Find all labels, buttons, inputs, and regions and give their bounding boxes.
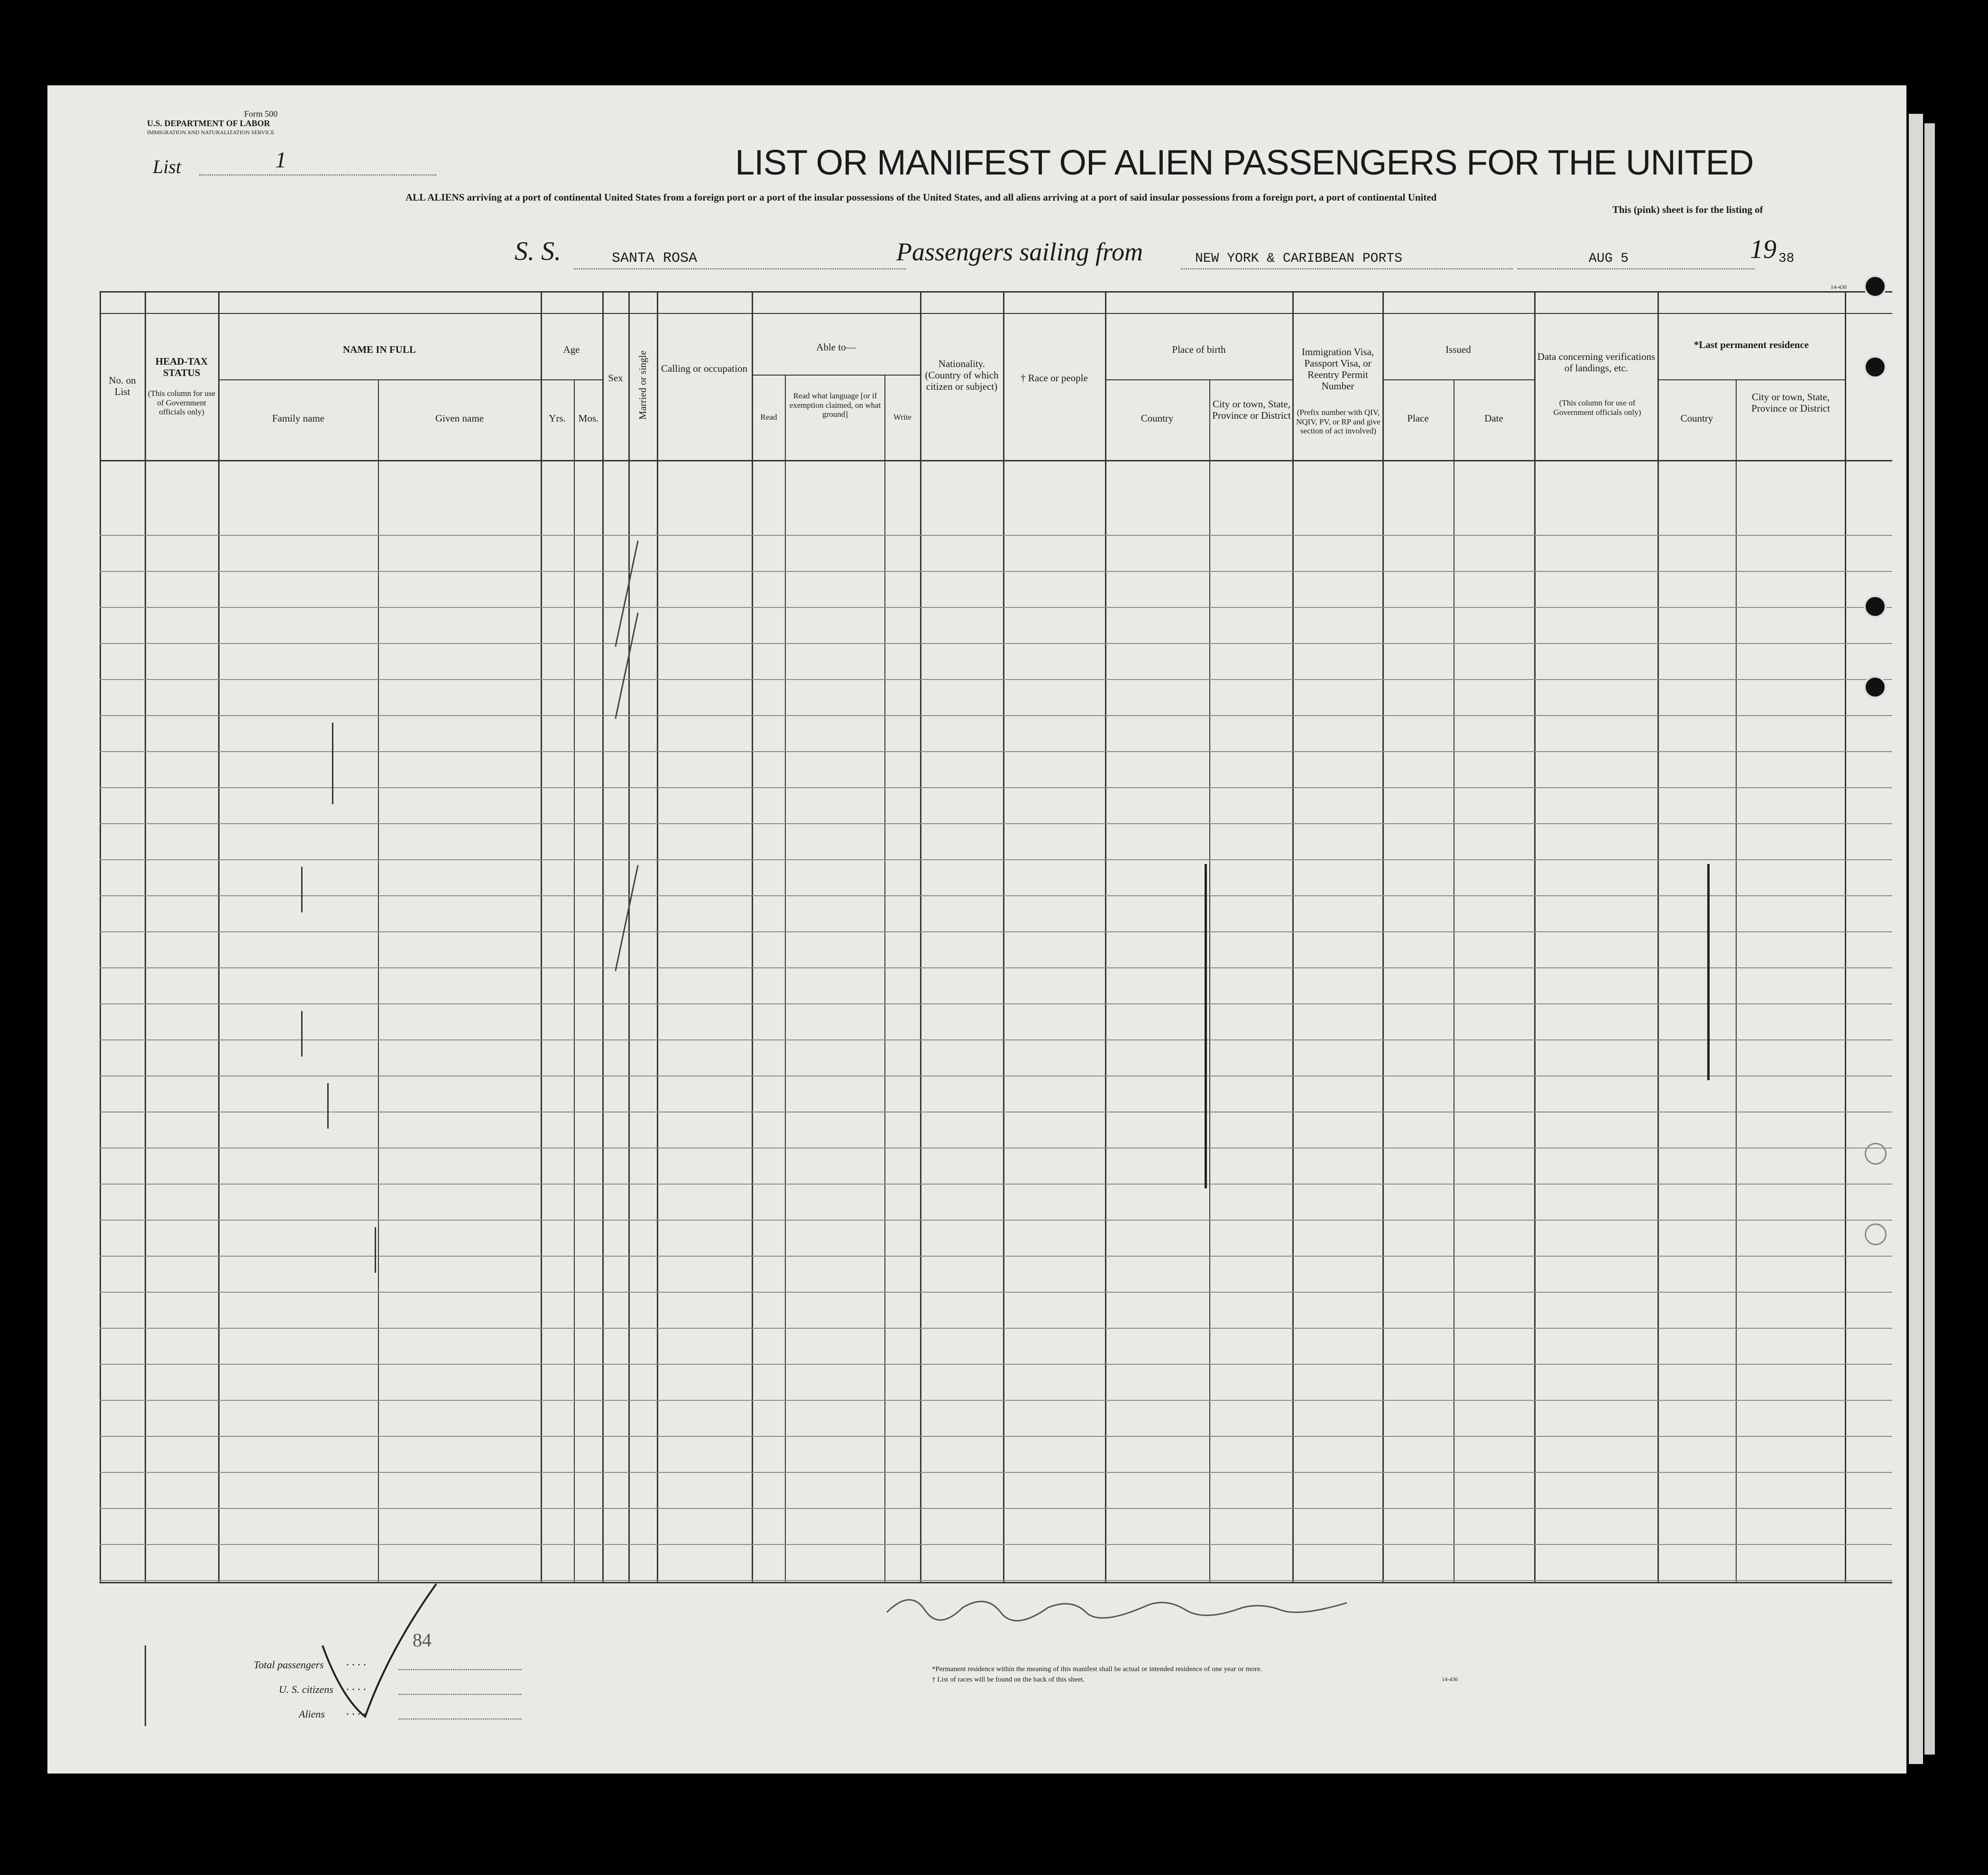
header-bottom-border bbox=[100, 460, 1892, 461]
col-divider bbox=[1534, 291, 1536, 1582]
manifest-subtitle: ALL ALIENS arriving at a port of continental United States from a foreign port or a port of the insular possessions of the United States, and all aliens arriving at a port of said insular possessions from a foreign port, a port of continental United bbox=[405, 192, 1437, 203]
form-code: 14-430 bbox=[1831, 284, 1847, 290]
row-rule bbox=[100, 1184, 1892, 1185]
header-nationality: Nationality. (Country of which citizen or subject) bbox=[925, 358, 999, 393]
header-sex: Sex bbox=[608, 372, 623, 384]
total-passengers-line bbox=[398, 1669, 522, 1670]
service: IMMIGRATION AND NATURALIZATION SERVICE bbox=[147, 129, 275, 136]
name-subrule bbox=[218, 379, 541, 380]
col-divider bbox=[1845, 291, 1846, 1582]
header-no-on-list: No. on List bbox=[109, 375, 136, 398]
col-divider bbox=[378, 379, 379, 1582]
footnote-races: † List of races will be found on the back of this sheet. bbox=[932, 1676, 1085, 1683]
issued-subrule bbox=[1382, 379, 1534, 380]
row-rule bbox=[100, 1039, 1892, 1040]
header-birth-city: City or town, State, Province or District bbox=[1212, 398, 1291, 422]
row-rule bbox=[100, 859, 1892, 860]
row-rule bbox=[100, 1508, 1892, 1509]
row-rule bbox=[100, 715, 1892, 716]
paper-edge bbox=[1924, 123, 1935, 1755]
header-head-tax: HEAD-TAX STATUS bbox=[155, 356, 208, 379]
col-divider bbox=[657, 291, 658, 1582]
row-rule bbox=[100, 643, 1892, 644]
header-last-residence: *Last permanent residence bbox=[1693, 339, 1809, 350]
row-rule bbox=[100, 895, 1892, 896]
pencil-stroke bbox=[327, 1083, 329, 1129]
header-place-of-birth: Place of birth bbox=[1172, 344, 1226, 355]
col-number-rule bbox=[100, 313, 1892, 314]
row-rule bbox=[100, 1256, 1892, 1257]
col-divider bbox=[1382, 291, 1384, 1582]
punch-hole bbox=[1864, 676, 1887, 699]
row-rule bbox=[100, 1364, 1892, 1365]
header-given-name: Given name bbox=[435, 413, 484, 424]
page-number: 84 bbox=[413, 1629, 432, 1651]
col-divider bbox=[145, 291, 146, 1582]
col-divider bbox=[218, 291, 220, 1582]
header-yrs: Yrs. bbox=[549, 413, 566, 424]
punch-hole bbox=[1864, 275, 1887, 298]
manifest-date: AUG 5 bbox=[1589, 251, 1629, 266]
col-divider bbox=[602, 291, 604, 1582]
pencil-stroke bbox=[1205, 864, 1207, 1188]
ship-name: SANTA ROSA bbox=[612, 250, 698, 267]
pencil-stroke bbox=[615, 541, 638, 647]
header-calling: Calling or occupation bbox=[661, 363, 747, 374]
header-mos: Mos. bbox=[578, 413, 599, 424]
header-family-name: Family name bbox=[272, 413, 325, 424]
header-write: Write bbox=[893, 413, 912, 422]
row-rule bbox=[100, 751, 1892, 752]
ss-label: S. S. bbox=[515, 237, 561, 266]
department: U.S. DEPARTMENT OF LABOR bbox=[147, 119, 270, 128]
row-rule bbox=[100, 1003, 1892, 1004]
ship-underline bbox=[574, 268, 906, 269]
manifest-subtitle-2: This (pink) sheet is for the listing of bbox=[1612, 204, 1763, 215]
header-read: Read bbox=[760, 413, 777, 422]
total-passengers-label: Total passengers bbox=[254, 1659, 324, 1671]
header-married: Married or single bbox=[636, 350, 648, 420]
pencil-stroke bbox=[615, 865, 638, 971]
col-divider bbox=[785, 375, 786, 1582]
row-rule bbox=[100, 967, 1892, 968]
col-divider bbox=[1736, 379, 1737, 1582]
header-res-country: Country bbox=[1680, 413, 1713, 424]
list-value: 1 bbox=[275, 147, 286, 173]
col-divider bbox=[920, 291, 921, 1582]
col-divider bbox=[1657, 291, 1659, 1582]
residence-subrule bbox=[1657, 379, 1845, 380]
col-divider bbox=[574, 379, 575, 1582]
birth-subrule bbox=[1105, 379, 1292, 380]
pencil-stroke bbox=[1707, 864, 1710, 1080]
col-divider bbox=[100, 291, 101, 1582]
header-age: Age bbox=[563, 344, 580, 355]
pencil-stroke bbox=[332, 759, 333, 804]
list-label: List bbox=[153, 156, 182, 177]
sailing-from: NEW YORK & CARIBBEAN PORTS bbox=[1195, 251, 1402, 266]
header-race: † Race or people bbox=[1021, 372, 1088, 384]
table-top-border bbox=[100, 291, 1892, 293]
signature bbox=[882, 1584, 1356, 1627]
row-rule bbox=[100, 1328, 1892, 1329]
header-visa-note: (Prefix number with QIV, NQIV, PV, or RP and give section of act involved) bbox=[1296, 408, 1381, 436]
header-landings-note: (This column for use of Government officials only) bbox=[1553, 398, 1641, 417]
header-issued-date: Date bbox=[1484, 413, 1503, 424]
header-issued: Issued bbox=[1445, 344, 1471, 355]
header-read-lang: Read what language [or if exemption claimed, on what ground] bbox=[789, 391, 881, 419]
us-citizens-line bbox=[398, 1694, 522, 1695]
row-rule bbox=[100, 1472, 1892, 1473]
sailing-underline bbox=[1181, 268, 1513, 269]
dots: . . . . bbox=[346, 1656, 366, 1668]
header-name-in-full: NAME IN FULL bbox=[342, 344, 416, 355]
row-rule bbox=[100, 1292, 1892, 1293]
header-res-city: City or town, State, Province or District bbox=[1751, 391, 1830, 414]
col-divider bbox=[884, 375, 885, 1582]
row-rule bbox=[100, 679, 1892, 680]
dots: . . . . bbox=[346, 1681, 366, 1693]
pencil-stroke bbox=[375, 1227, 376, 1273]
year-suffix: 38 bbox=[1778, 251, 1795, 266]
row-rule bbox=[100, 1436, 1892, 1437]
header-landings: Data concerning verifications of landings, etc. bbox=[1537, 351, 1656, 374]
header-able-to: Able to— bbox=[816, 341, 856, 353]
age-subrule bbox=[541, 379, 602, 380]
header-visa: Immigration Visa, Passport Visa, or Reentry Permit Number bbox=[1301, 346, 1374, 392]
row-rule bbox=[100, 931, 1892, 932]
row-rule bbox=[100, 571, 1892, 572]
row-rule bbox=[100, 535, 1892, 536]
able-subrule bbox=[752, 375, 920, 376]
pencil-stroke bbox=[301, 867, 303, 912]
header-issued-place: Place bbox=[1407, 413, 1429, 424]
manifest-title: LIST OR MANIFEST OF ALIEN PASSENGERS FOR THE UNITED bbox=[735, 143, 1754, 182]
row-rule bbox=[100, 1400, 1892, 1401]
col-divider bbox=[1292, 291, 1294, 1582]
col-divider bbox=[1209, 379, 1210, 1582]
pencil-stroke bbox=[301, 1011, 303, 1057]
row-rule bbox=[100, 787, 1892, 788]
paper-edge bbox=[1909, 114, 1923, 1764]
aliens-label: Aliens bbox=[299, 1708, 325, 1720]
header-birth-country: Country bbox=[1141, 413, 1174, 424]
row-rule bbox=[100, 1220, 1892, 1221]
punch-hole-outline bbox=[1865, 1143, 1887, 1165]
footnote-residence: *Permanent residence within the meaning of this manifest shall be actual or intended residence of one year or more. bbox=[932, 1665, 1262, 1673]
margin-bracket bbox=[145, 1645, 146, 1726]
year-prefix: 19 bbox=[1750, 235, 1776, 264]
punch-hole bbox=[1864, 595, 1887, 618]
row-rule bbox=[100, 607, 1892, 608]
row-rule bbox=[100, 823, 1892, 824]
row-rule bbox=[100, 1075, 1892, 1076]
us-citizens-label: U. S. citizens bbox=[279, 1683, 333, 1695]
check-mark bbox=[313, 1579, 455, 1721]
sailing-label: Passengers sailing from bbox=[896, 238, 1143, 266]
dots: . . . . bbox=[346, 1705, 366, 1718]
date-underline bbox=[1518, 268, 1755, 269]
col-divider bbox=[628, 291, 630, 1582]
col-divider bbox=[541, 291, 542, 1582]
header-head-tax-note: (This column for use of Government officials only) bbox=[147, 389, 216, 417]
punch-hole bbox=[1864, 356, 1887, 378]
row-rule bbox=[100, 1148, 1892, 1149]
form-number: Form 500 bbox=[244, 109, 278, 119]
row-rule bbox=[100, 1544, 1892, 1545]
col-divider bbox=[752, 291, 753, 1582]
col-divider bbox=[1105, 291, 1106, 1582]
punch-hole-outline bbox=[1865, 1223, 1887, 1245]
footer-code: 14-430 bbox=[1442, 1676, 1458, 1682]
manifest-sheet bbox=[47, 85, 1906, 1774]
col-divider bbox=[1003, 291, 1004, 1582]
